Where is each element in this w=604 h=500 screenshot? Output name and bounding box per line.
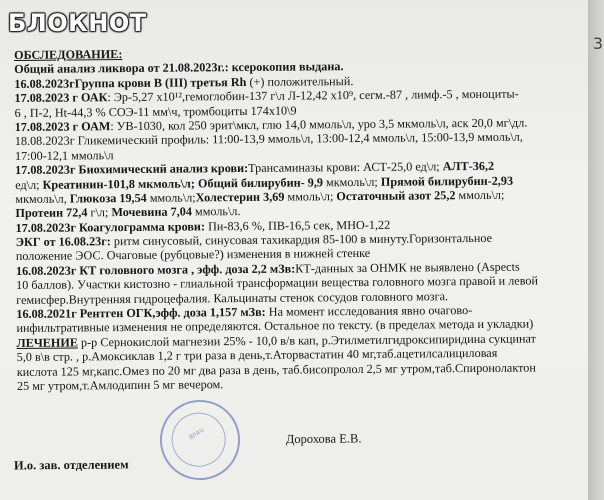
document-body: [14, 43, 589, 393]
text-line: Общий анализ ликвора от 21.08.2023г.: ксерокопия выдана.: [14, 59, 344, 77]
stamp-text: ВРАЧ: [188, 427, 206, 442]
text-line: 10 баллов). Участки кистозно - глиальной трансформации вещества головного мозга правой и левой: [16, 273, 539, 293]
text-run: (+) положительный.: [249, 73, 354, 89]
text-run: 16.08.2023г: [14, 76, 75, 91]
text-line: кислота 125 мг,капс.Омез по 20 мг два раза в день, таб.бисопролол 2,5 мг утром,таб.Спиронолактон: [16, 360, 536, 379]
text-line: 17:00-12,1 ммоль\л: [14, 147, 114, 163]
text-run: Креатинин-101,8 мкмоль\л;: [42, 175, 195, 192]
signature-name: Дорохова Е.В.: [285, 431, 362, 447]
text-run: Протеин 72,4: [15, 205, 88, 221]
text-run: ммоль\л.: [194, 204, 241, 219]
text-run: Общий билирубин- 9,9: [197, 174, 323, 190]
text-run: 17.08.2023г Коагулограмма крови:: [15, 219, 206, 235]
text-run: 16.08.2023г КТ головного мозга ,: [15, 262, 195, 278]
text-run: : Эр-5,27 х10¹²,гемоглобин-137 г\л Л-12,42 х10⁹, сегм.-87 , лимф.-5 , моноциты-: [107, 86, 519, 105]
text-run: мкмоль\л;: [325, 174, 378, 189]
text-run: г\л;: [90, 205, 109, 220]
text-run: мкмоль\л,: [15, 191, 67, 206]
text-run: эфф. доза 2,2 мЗв:: [197, 261, 296, 277]
text-line: положение ЭОС. Очаговые (рубцовые?) изменения в нижней стенке: [15, 246, 371, 264]
text-run: КТ-данных за ОНМК не выявлено (Aspects: [295, 259, 520, 276]
text-run: На момент исследования явно очагово-: [268, 303, 473, 319]
text-run: ммоль\л;: [149, 190, 196, 205]
text-line: 6 , П-2, Нt-44,3 % СОЭ-11 мм\ч, тромбоциты 174х10\9: [14, 103, 297, 120]
text-run: Пи-83,6 %, ПВ-16,5 сек, МНО-1,22: [207, 217, 391, 234]
text-run: р-р Сернокислой магнезии 25% - 10,0 в/в кап, р.Этилметилгидроксипиридина сукцинат: [80, 331, 537, 350]
text-line: инфильтративные изменения не определяются. Остальное по тексту. (в пределах метода и укладки): [16, 316, 534, 336]
watermark-text: БЛОКНОТ: [8, 9, 147, 37]
text-run: ед\л;: [15, 177, 40, 192]
text-run: ммоль\л;: [458, 187, 505, 203]
text-run: Холестерин 3,69: [195, 189, 285, 205]
text-run: Глюкоза 19,54: [69, 190, 147, 206]
page-edge: [588, 0, 604, 500]
text-run: Остаточный азот 25,2: [336, 188, 456, 204]
text-run: Трансаминазы крови: АСТ-25,0 ед\л;: [248, 159, 440, 176]
text-run: 17.08.2023 г ОАК: [14, 90, 108, 106]
text-run: 16.08.2021г Рентген ОГК,эфф. доза 1,157 мЗв:: [16, 304, 266, 322]
text-run: 17.08.2023 г ОАМ: [14, 119, 111, 134]
text-run: Прямой билирубин-2,93: [380, 173, 514, 189]
treatment-heading: ЛЕЧЕНИЕ: [16, 335, 79, 350]
text-line: 5,0 в\в стр. , р.Амоксиклав 1,2 г три раза в день,т.Аторвастатин 40 мг,таб.ацетилсалициловая: [16, 345, 498, 365]
text-run: Мочевина 7,04: [111, 204, 192, 220]
text-run: АЛТ-36,2: [442, 158, 495, 174]
watermark-logo: [8, 4, 168, 42]
text-line: 18.08.2023г Гликемический профиль: 11:00-13,9 ммоль\л, 13:00-12,4 ммоль\л, 15:00-13,9 ммоль\л,: [14, 129, 523, 149]
signature-role: И.о. зав. отделением: [13, 457, 129, 473]
section-heading: ОБСЛЕДОВАНИЕ:: [14, 47, 123, 62]
text-run: : УВ-1030, кол 250 эрит\мкл, глю 14,0 ммоль\л, уро 3,5 мкмоль\л, аск 20,0 мг\дл.: [110, 115, 528, 134]
text-run: 17.08.2023г Биохимический анализ крови:: [15, 161, 249, 178]
stamp-seal: [145, 385, 254, 494]
text-line: 25 мг утром,т.Амлодипин 5 мг вечером.: [16, 377, 224, 393]
text-run: ЭКГ от 16.08.23г:: [15, 234, 111, 250]
text-line: гемисфер.Внутренняя гидроцефалия. Кальцинаты стенок сосудов головного мозга.: [16, 288, 449, 307]
text-run: ритм синусовый, синусовая тахикардия 85-100 в минуту.Горизонтальное: [113, 230, 493, 249]
text-run: Группа крови В (III) третья Rh: [74, 74, 247, 91]
text-run: ммоль\л;: [287, 189, 334, 204]
edge-mark: 3: [592, 34, 603, 53]
